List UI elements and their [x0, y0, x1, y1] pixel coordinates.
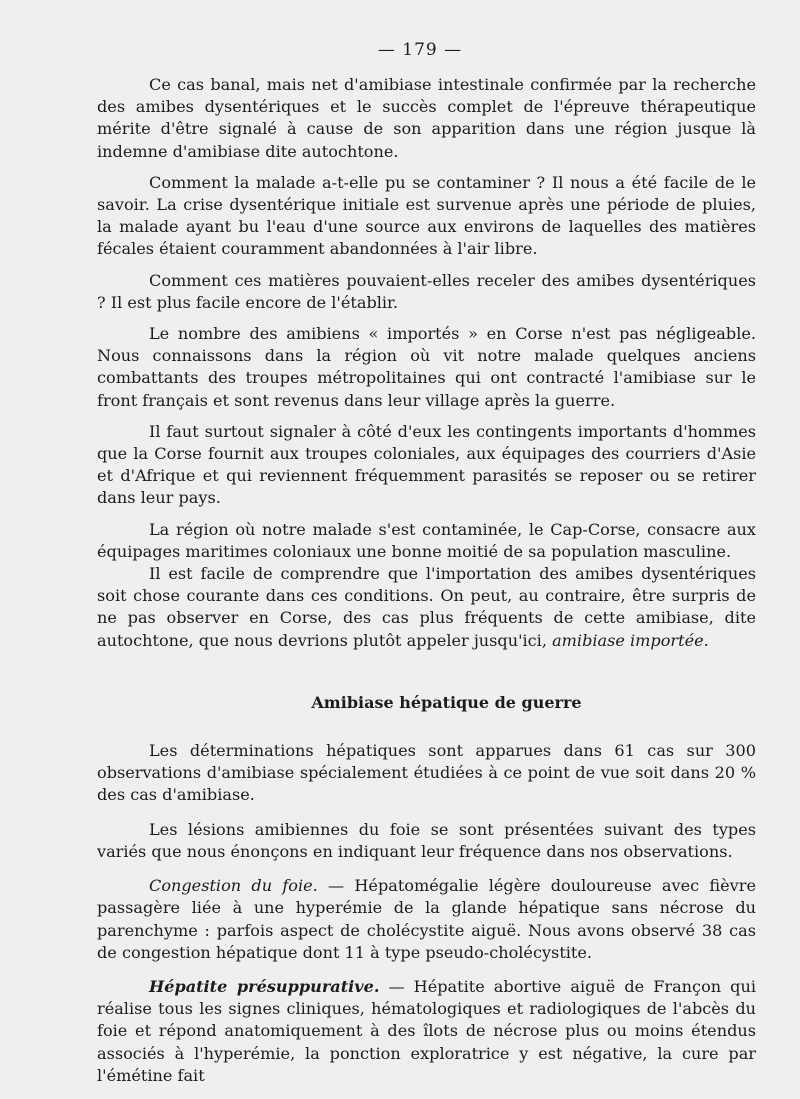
emphasis-text: amibiase importée. [552, 630, 709, 650]
page-number: — 179 — [377, 40, 463, 60]
paragraph: Comment la malade a-t-elle pu se contaminer ? Il nous a été facile de le savoir. La crise dysentérique initiale est survenue après une période de pluies, la malade ayant bu l'eau d'une source aux environs de laquelles des matières fécales étaient couramment abandonnées à l'air libre. [97, 172, 756, 259]
run-in-heading: Hépatite présuppurative. [149, 976, 380, 996]
paragraph: La région où notre malade s'est contaminée, le Cap-Corse, consacre aux équipages maritimes coloniaux une bonne moitié de sa population masculine. [97, 519, 756, 561]
paragraph: Il faut surtout signaler à côté d'eux les contingents importants d'hommes que la Corse fournit aux troupes coloniales, aux équipages des courriers d'Asie et d'Afrique et qui reviennent fréquemment parasités se reposer ou se retirer dans leur pays. [97, 421, 756, 508]
paragraph: Le nombre des amibiens « importés » en Corse n'est pas négligeable. Nous connaissons dans la région où vit notre malade quelques anciens combattants des troupes métropolitaines qui ont contracté l'amibiase sur le front français et sont revenus dans leur village après la guerre. [97, 324, 756, 410]
body-text [97, 74, 756, 1099]
paragraph-text: — Hépatite abortive aiguë de Françon qui réalise tous les signes cliniques, hématologiques et radiologiques de l'abcès du foie et répond anatomiquement à des îlots de nécrose plus ou moins étendus associés à l'hyperémie, la ponction exploratrice y est négative, la cure par l'émétine fait [97, 976, 756, 1085]
paragraph: Les déterminations hépatiques sont apparues dans 61 cas sur 300 observations d'amibiase spécialement étudiées à ce point de vue soit dans 20 % des cas d'amibiase. [97, 741, 756, 805]
paragraph-congestion [97, 875, 756, 964]
paragraph-hepatite [97, 976, 756, 1087]
run-in-heading: Congestion du foie. [149, 876, 318, 896]
section-heading: Amibiase hépatique de guerre [311, 692, 582, 712]
paragraph-text: — Hépatomégalie légère douloureuse avec fièvre passagère liée à une hyperémie de la glande hépatique sans nécrose du parenchyme : parfois aspect de cholécystite aiguë. Nous avons observé 38 cas de congestion hépatique dont 11 à type pseudo-cholécystite. [97, 876, 756, 962]
paragraph-text: Il est facile de comprendre que l'importation des amibes dysentériques soit chose courante dans ces conditions. On peut, au contraire, être surpris de ne pas observer en Corse, des cas plus fréquents de cette amibiase, dite autochtone, que nous devrions plutôt appeler jusqu'ici, [97, 564, 756, 650]
paragraph-conclusion [97, 563, 756, 652]
paragraph: Comment ces matières pouvaient-elles receler des amibes dysentériques ? Il est plus facile encore de l'établir. [97, 270, 756, 312]
paragraph: Ce cas banal, mais net d'amibiase intestinale confirmée par la recherche des amibes dysentériques et le succès complet de l'épreuve thérapeutique mérite d'être signalé à cause de son apparition dans une région jusque là indemne d'amibiase dite autochtone. [97, 75, 756, 161]
paragraph: Les lésions amibiennes du foie se sont présentées suivant des types variés que nous énonçons en indiquant leur fréquence dans nos observations. [97, 819, 756, 861]
section-body [97, 740, 756, 1087]
